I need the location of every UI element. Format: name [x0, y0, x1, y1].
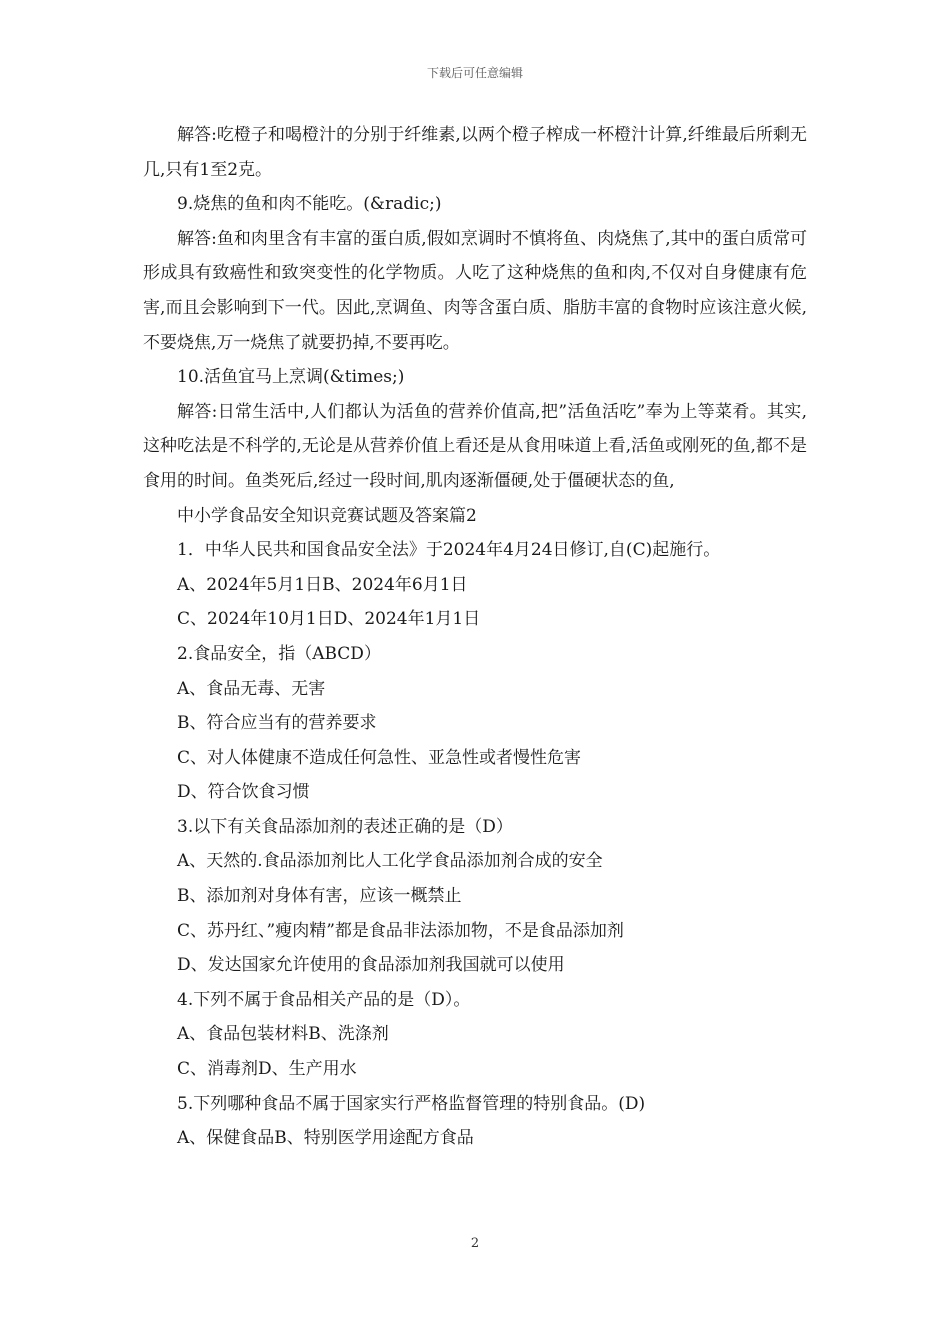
- quiz-option: A、天然的.食品添加剂比人工化学食品添加剂合成的安全: [177, 851, 603, 872]
- quiz-question-4: 4.下列不属于食品相关产品的是（D）。: [177, 989, 471, 1010]
- quiz-question-1: 1．中华人民共和国食品安全法》于2024年4月24日修订,自(C)起施行。: [177, 540, 721, 561]
- quiz-question-2: 2.食品安全，指（ABCD）: [177, 643, 381, 664]
- quiz-option: D、符合饮食习惯: [177, 782, 310, 803]
- quiz-option: C、2024年10月1日D、2024年1月1日: [177, 609, 481, 630]
- quiz-question-5: 5.下列哪种食品不属于国家实行严格监督管理的特别食品。(D): [177, 1093, 646, 1114]
- quiz-option: A、食品无毒、无害: [177, 678, 326, 699]
- paragraph-burnt-answer: 解答:鱼和肉里含有丰富的蛋白质,假如烹调时不慎将鱼、肉烧焦了,其中的蛋白质常可形成具有致癌性和致突变性的化学物质。人吃了这种烧焦的鱼和肉,不仅对自身健康有危害,而且会影响到下一代。因此,烹调鱼、肉等含蛋白质、脂肪丰富的食物时应该注意火候,不要烧焦,万一烧焦了就要扔掉,不要再吃。: [143, 228, 807, 353]
- document-body: [143, 118, 807, 1156]
- quiz-option: C、对人体健康不造成任何急性、亚急性或者慢性危害: [177, 747, 582, 768]
- paragraph-orange-answer: 解答:吃橙子和喝橙汁的分别于纤维素,以两个橙子榨成一杯橙汁计算,纤维最后所剩无几,只有1至2克。: [143, 125, 807, 180]
- quiz-option: A、保健食品B、特别医学用途配方食品: [177, 1128, 474, 1149]
- paragraph-fish-answer: 解答:日常生活中,人们都认为活鱼的营养价值高,把”活鱼活吃”奉为上等菜肴。其实,这种吃法是不科学的,无论是从营养价值上看还是从食用味道上看,活鱼或刚死的鱼,都不是食用的时间。鱼类死后,经过一段时间,肌肉逐渐僵硬,处于僵硬状态的鱼,: [143, 401, 807, 491]
- quiz-option: A、2024年5月1日B、2024年6月1日: [177, 574, 468, 595]
- quiz-option: B、添加剂对身体有害，应该一概禁止: [177, 886, 462, 907]
- quiz-option: A、食品包装材料B、洗涤剂: [177, 1024, 389, 1045]
- quiz-option: C、消毒剂D、生产用水: [177, 1059, 357, 1080]
- quiz-option: D、发达国家允许使用的食品添加剂我国就可以使用: [177, 955, 565, 976]
- page-number: 2: [470, 1236, 480, 1251]
- page-header: 下载后可任意编辑: [426, 66, 523, 80]
- question-10: 10.活鱼宜马上烹调(&times;): [177, 367, 405, 388]
- quiz-option: B、符合应当有的营养要求: [177, 713, 377, 734]
- quiz-question-3: 3.以下有关食品添加剂的表述正确的是（D）: [177, 816, 513, 837]
- quiz-option: C、苏丹红、”瘦肉精”都是食品非法添加物，不是食品添加剂: [177, 920, 624, 941]
- section-title: 中小学食品安全知识竞赛试题及答案篇2: [177, 505, 477, 526]
- question-9: 9.烧焦的鱼和肉不能吃。(&radic;): [177, 194, 442, 215]
